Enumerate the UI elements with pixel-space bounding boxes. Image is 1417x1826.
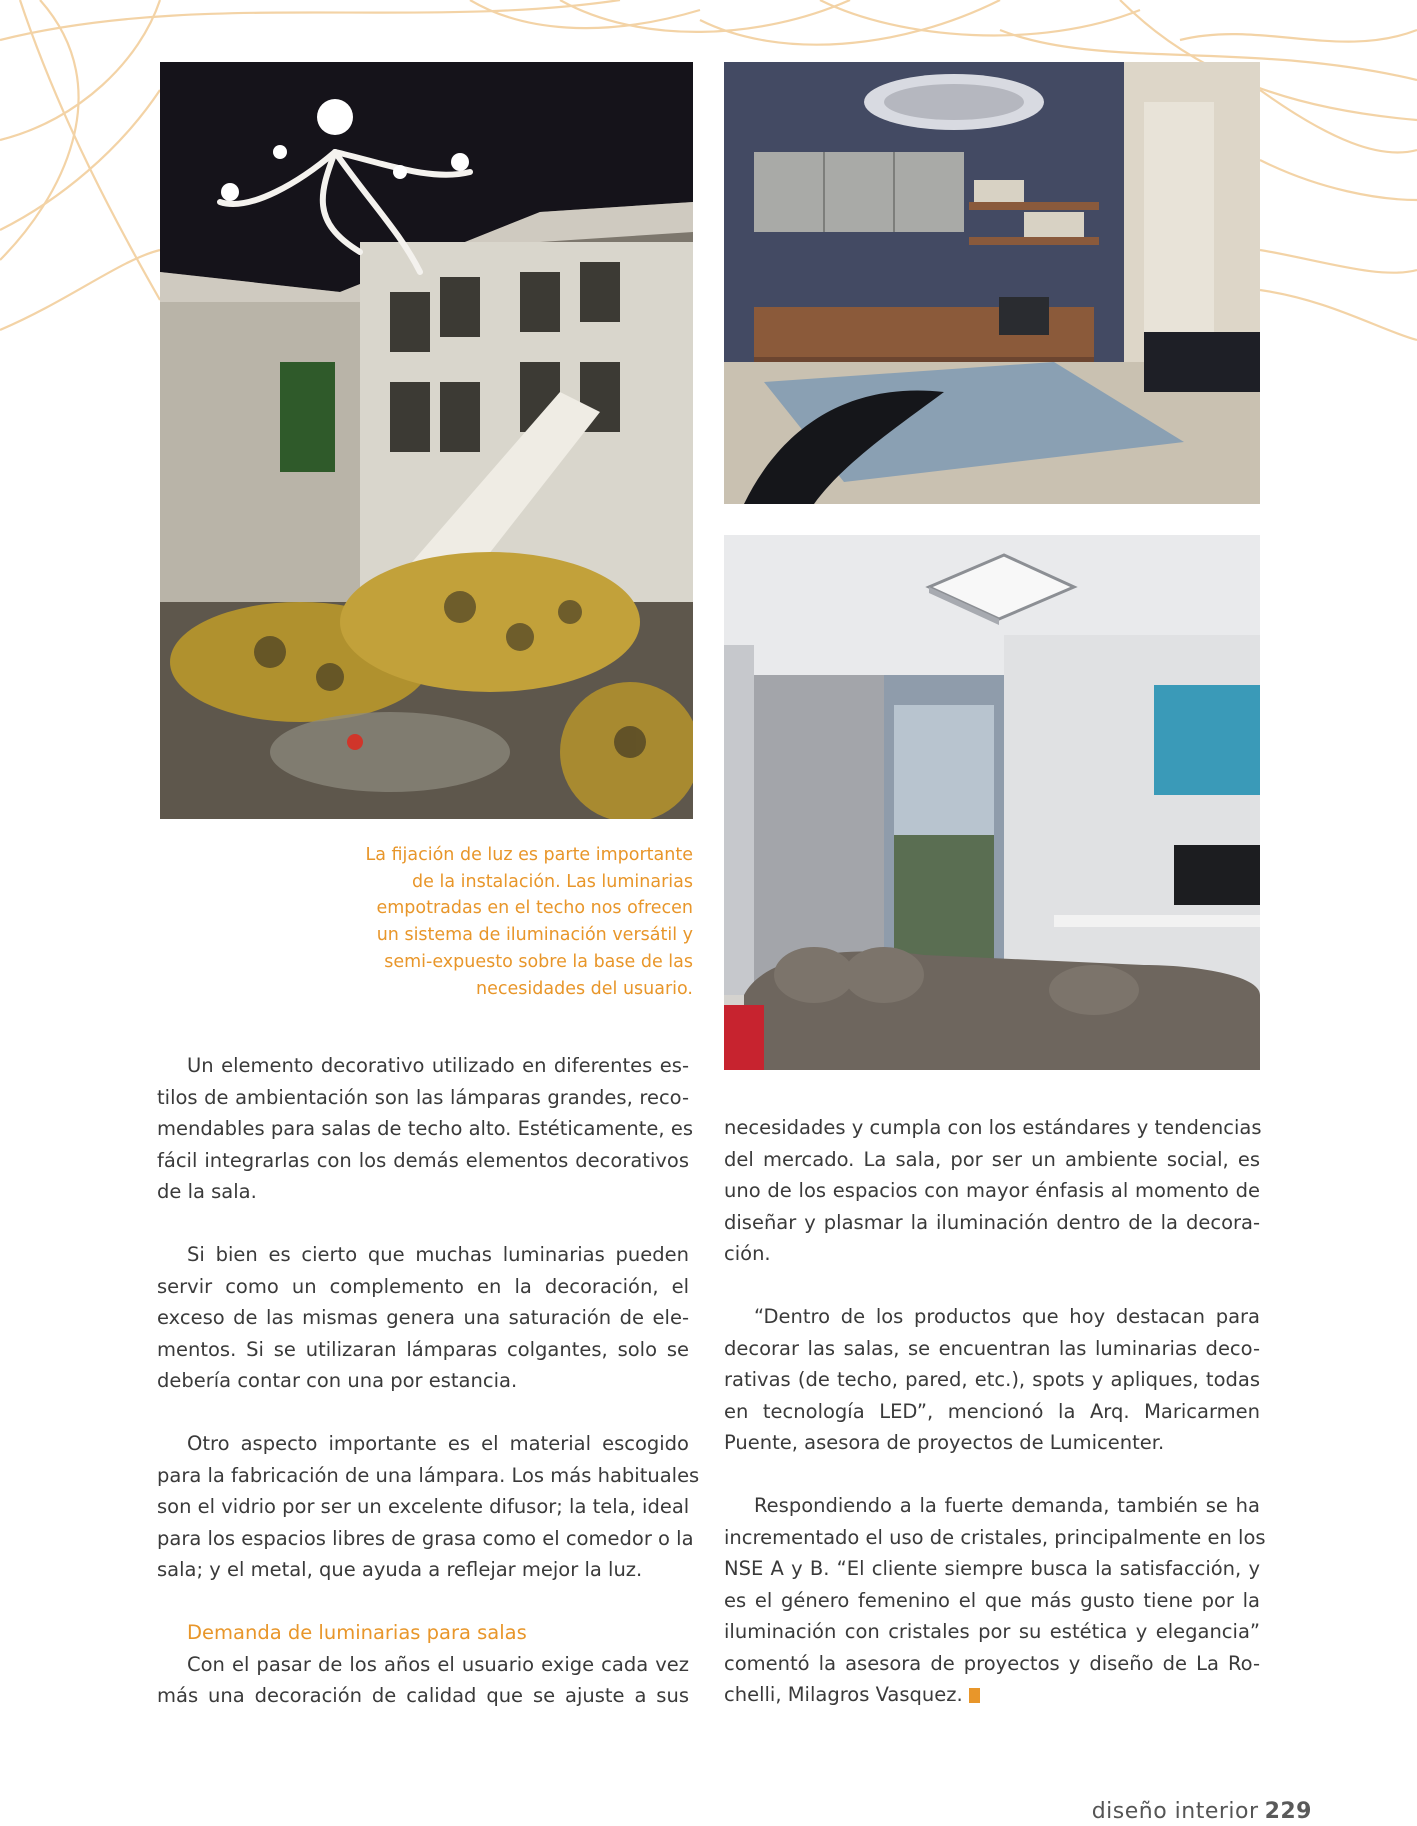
text-line: ción. bbox=[724, 1242, 771, 1265]
modern-living-room-photo bbox=[724, 62, 1260, 504]
text-line-content: chelli, Milagros Vasquez. bbox=[724, 1683, 963, 1706]
text-line: uno de los espacios con mayor énfasis al momento de bbox=[724, 1179, 1260, 1202]
caption-line: necesidades del usuario. bbox=[476, 978, 693, 999]
section-subheading: Demanda de luminarias para salas bbox=[187, 1621, 527, 1644]
text-line: debería contar con una por estancia. bbox=[157, 1369, 518, 1392]
text-line: Respondiendo a la fuerte demanda, también se ha bbox=[754, 1494, 1260, 1517]
paragraph bbox=[724, 1490, 1266, 1711]
text-line: Otro aspecto importante es el material escogido bbox=[187, 1432, 689, 1455]
text-line: del mercado. La sala, por ser un ambiente social, es bbox=[724, 1147, 1260, 1171]
text-line: mentos. Si se utilizaran lámparas colgantes, solo se bbox=[157, 1337, 689, 1361]
caption-line: empotradas en el techo nos ofrecen bbox=[376, 898, 693, 919]
right-text-column bbox=[724, 1112, 1266, 1711]
text-line: de la sala. bbox=[157, 1180, 257, 1203]
text-line: en tecnología LED”, mencionó la Arq. Maricarmen bbox=[724, 1399, 1260, 1423]
text-line: comentó la asesora de proyectos y diseño de La Ro- bbox=[724, 1651, 1260, 1675]
paragraph bbox=[157, 1239, 689, 1397]
living-room-chandelier-photo bbox=[160, 62, 693, 819]
caption-line: semi-expuesto sobre la base de las bbox=[384, 951, 693, 972]
text-line: decorar las salas, se encuentran las luminarias deco- bbox=[724, 1336, 1260, 1360]
text-line: incrementado el uso de cristales, principalmente en los bbox=[724, 1525, 1266, 1549]
text-line: mendables para salas de techo alto. Estéticamente, es bbox=[157, 1117, 693, 1140]
paragraph bbox=[157, 1428, 700, 1586]
paragraph bbox=[724, 1112, 1260, 1270]
text-line: “Dentro de los productos que hoy destacan para bbox=[754, 1305, 1260, 1328]
text-line: servir como un complemento en la decoración, el bbox=[157, 1274, 689, 1298]
page-footer bbox=[1092, 1799, 1312, 1824]
text-line: necesidades y cumpla con los estándares y tendencias bbox=[724, 1116, 1262, 1139]
text-line: Un elemento decorativo utilizado en diferentes es- bbox=[187, 1054, 689, 1077]
page-number: 229 bbox=[1264, 1799, 1312, 1824]
paragraph bbox=[157, 1050, 693, 1208]
text-line: para la fabricación de una lámpara. Los más habituales bbox=[157, 1463, 700, 1487]
text-line: Puente, asesora de proyectos de Lumicenter. bbox=[724, 1431, 1165, 1454]
text-line: fácil integrarlas con los demás elementos decorativos bbox=[157, 1148, 689, 1172]
text-line: rativas (de techo, pared, etc.), spots y apliques, todas bbox=[724, 1368, 1260, 1391]
left-text-column bbox=[157, 1050, 700, 1712]
photo-caption bbox=[330, 842, 693, 1002]
text-line: son el vidrio por ser un excelente difusor; la tela, ideal bbox=[157, 1495, 690, 1518]
text-line: Con el pasar de los años el usuario exige cada vez bbox=[187, 1652, 689, 1676]
text-line: Si bien es cierto que muchas luminarias pueden bbox=[187, 1243, 689, 1266]
text-line: diseñar y plasmar la iluminación dentro de la decora- bbox=[724, 1210, 1260, 1234]
paragraph bbox=[724, 1301, 1260, 1459]
text-line: más una decoración de calidad que se ajuste a sus bbox=[157, 1684, 689, 1707]
text-line bbox=[724, 1679, 1260, 1711]
text-line: tilos de ambientación son las lámparas grandes, reco- bbox=[157, 1085, 689, 1109]
text-line: NSE A y B. “El cliente siempre busca la satisfacción, y bbox=[724, 1557, 1260, 1580]
apartment-ceiling-light-photo bbox=[724, 535, 1260, 1070]
magazine-name: diseño interior bbox=[1091, 1799, 1259, 1824]
paragraph bbox=[157, 1649, 689, 1712]
end-of-article-mark bbox=[969, 1688, 980, 1703]
text-line: iluminación con cristales por su estética y elegancia” bbox=[724, 1620, 1260, 1643]
text-line: es el género femenino el que más gusto tiene por la bbox=[724, 1588, 1260, 1612]
text-line: para los espacios libres de grasa como el comedor o la bbox=[157, 1526, 694, 1550]
text-line: sala; y el metal, que ayuda a reflejar mejor la luz. bbox=[157, 1558, 643, 1581]
caption-line: La fijación de luz es parte importante bbox=[365, 845, 693, 865]
caption-line: un sistema de iluminación versátil y bbox=[376, 925, 693, 946]
text-line: exceso de las mismas genera una saturación de ele- bbox=[157, 1306, 689, 1329]
caption-line: de la instalación. Las luminarias bbox=[412, 871, 693, 892]
